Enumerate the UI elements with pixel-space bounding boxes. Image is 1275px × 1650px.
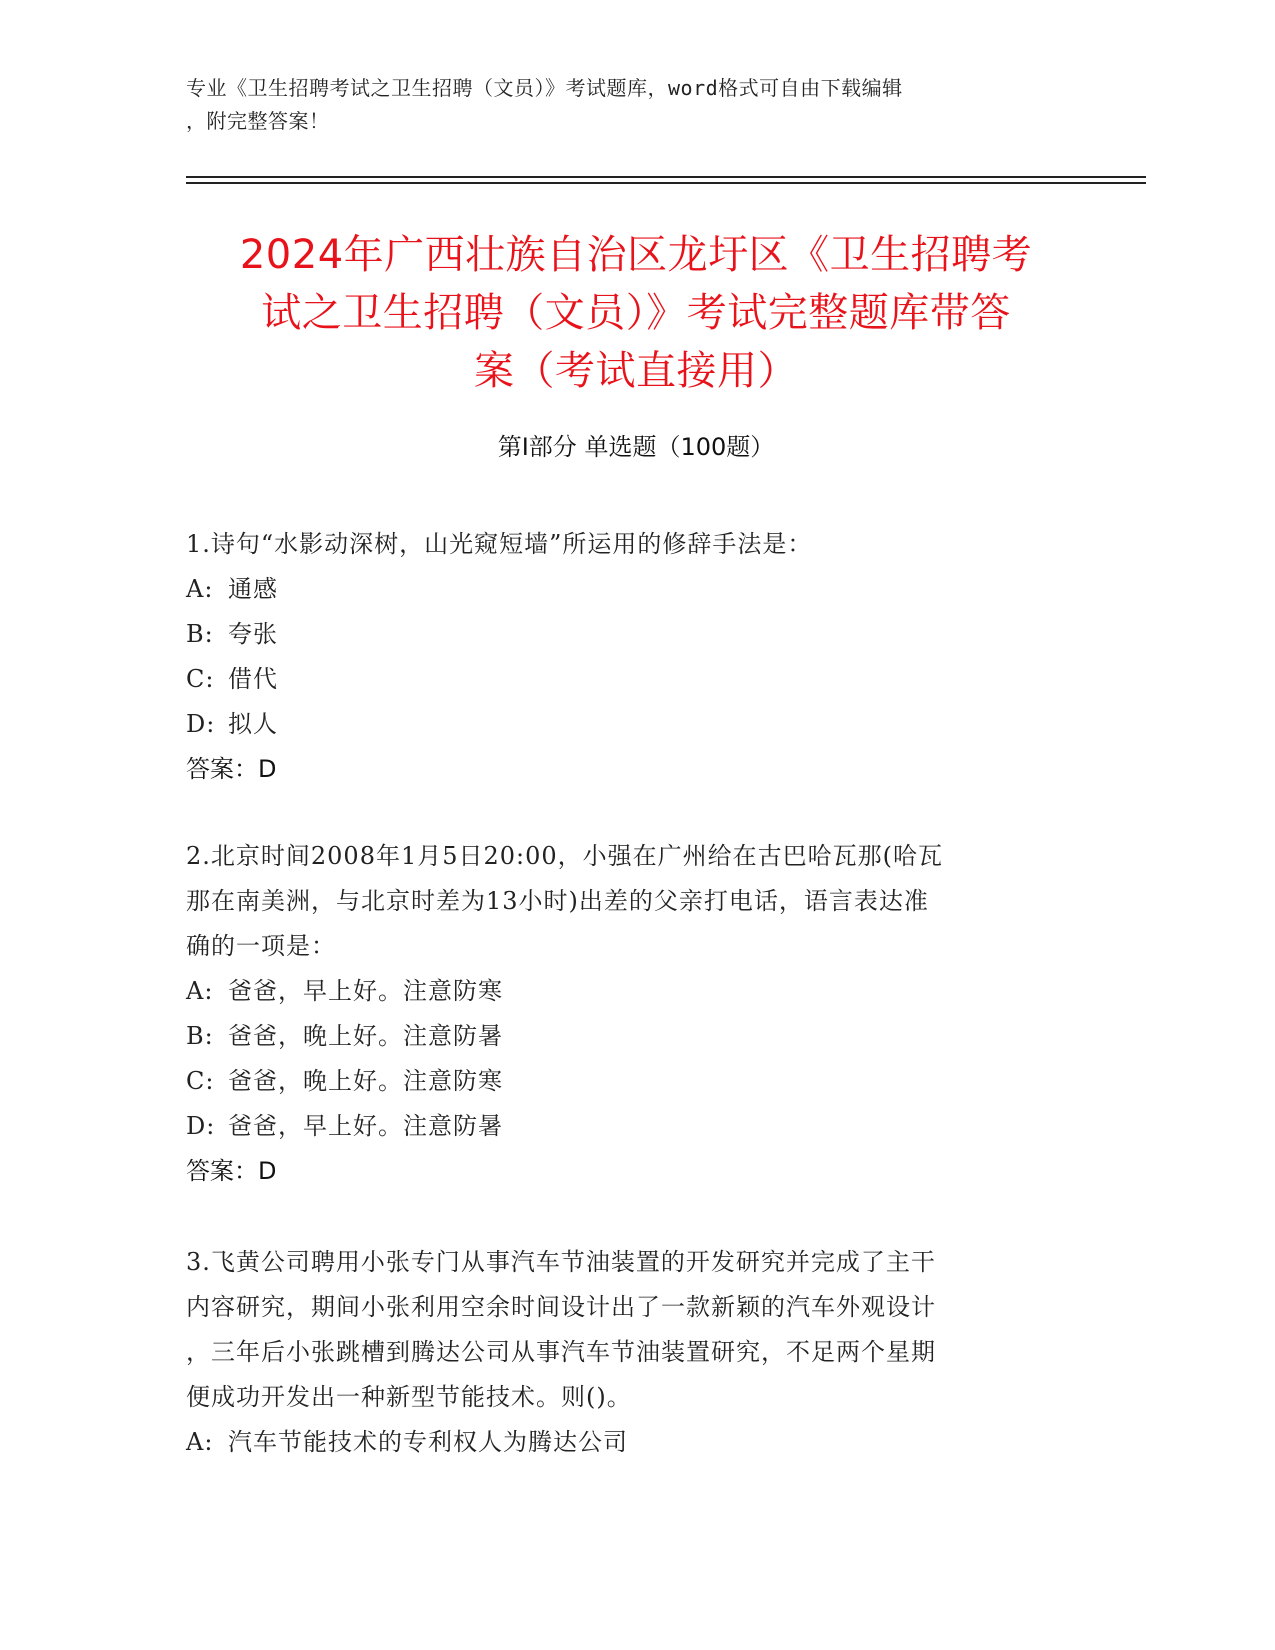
option-c xyxy=(186,1059,1066,1104)
question-stem-line: 那在南美洲，与北京时差为13小时)出差的父亲打电话，语言表达准 xyxy=(186,887,929,915)
question-stem-line: 确的一项是： xyxy=(186,932,336,960)
header-divider-bottom xyxy=(186,182,1146,184)
title-line3: 案（考试直接用） xyxy=(474,348,798,394)
question-1 xyxy=(186,522,1066,792)
header-note xyxy=(186,72,1066,138)
section-heading: 第Ⅰ部分 单选题（100题） xyxy=(497,433,775,461)
option-text: 汽车节能技术的专利权人为腾达公司 xyxy=(228,1428,628,1456)
option-key: C: xyxy=(186,1067,215,1095)
question-stem-line: 3.飞黄公司聘用小张专门从事汽车节油装置的开发研究并完成了主干 xyxy=(186,1248,936,1276)
option-key: A: xyxy=(186,575,214,603)
option-text: 爸爸，晚上好。注意防暑 xyxy=(228,1022,503,1050)
option-key: C: xyxy=(186,665,215,693)
title-line1: 2024年广西壮族自治区龙圩区《卫生招聘考 xyxy=(239,232,1033,278)
option-text: 借代 xyxy=(228,665,278,693)
option-b xyxy=(186,1014,1066,1059)
title-line2: 试之卫生招聘（文员）》考试完整题库带答 xyxy=(261,290,1011,336)
document-title xyxy=(186,226,1086,400)
header-divider-top xyxy=(186,176,1146,178)
option-d xyxy=(186,1104,1066,1149)
header-note-line2: ，附完整答案！ xyxy=(186,109,330,133)
option-text: 爸爸，早上好。注意防寒 xyxy=(228,977,503,1005)
option-text: 夸张 xyxy=(228,620,278,648)
option-d xyxy=(186,702,1066,747)
option-text: 通感 xyxy=(228,575,278,603)
header-note-line1: 专业《卫生招聘考试之卫生招聘（文员）》考试题库，word格式可自由下载编辑 xyxy=(186,76,903,100)
option-c xyxy=(186,657,1066,702)
option-b xyxy=(186,612,1066,657)
option-a xyxy=(186,969,1066,1014)
option-text: 爸爸，晚上好。注意防寒 xyxy=(228,1067,503,1095)
option-key: B: xyxy=(186,1022,214,1050)
answer-line: 答案：D xyxy=(186,1157,277,1185)
option-a xyxy=(186,567,1066,612)
question-stem-line: 1.诗句“水影动深树，山光窥短墙”所运用的修辞手法是： xyxy=(186,530,813,558)
option-key: A: xyxy=(186,1428,214,1456)
option-a xyxy=(186,1420,1066,1465)
answer-line: 答案：D xyxy=(186,755,277,783)
question-2 xyxy=(186,834,1066,1194)
question-stem-line: 便成功开发出一种新型节能技术。则()。 xyxy=(186,1383,632,1411)
question-3 xyxy=(186,1240,1066,1465)
option-key: A: xyxy=(186,977,214,1005)
question-stem-line: 内容研究，期间小张利用空余时间设计出了一款新颖的汽车外观设计 xyxy=(186,1293,936,1321)
option-key: B: xyxy=(186,620,214,648)
option-text: 拟人 xyxy=(228,710,278,738)
option-text: 爸爸，早上好。注意防暑 xyxy=(228,1112,503,1140)
option-key: D: xyxy=(186,710,216,738)
option-key: D: xyxy=(186,1112,216,1140)
question-stem-line: 2.北京时间2008年1月5日20:00，小强在广州给在古巴哈瓦那(哈瓦 xyxy=(186,842,944,870)
question-stem-line: ，三年后小张跳槽到腾达公司从事汽车节油装置研究，不足两个星期 xyxy=(186,1338,936,1366)
